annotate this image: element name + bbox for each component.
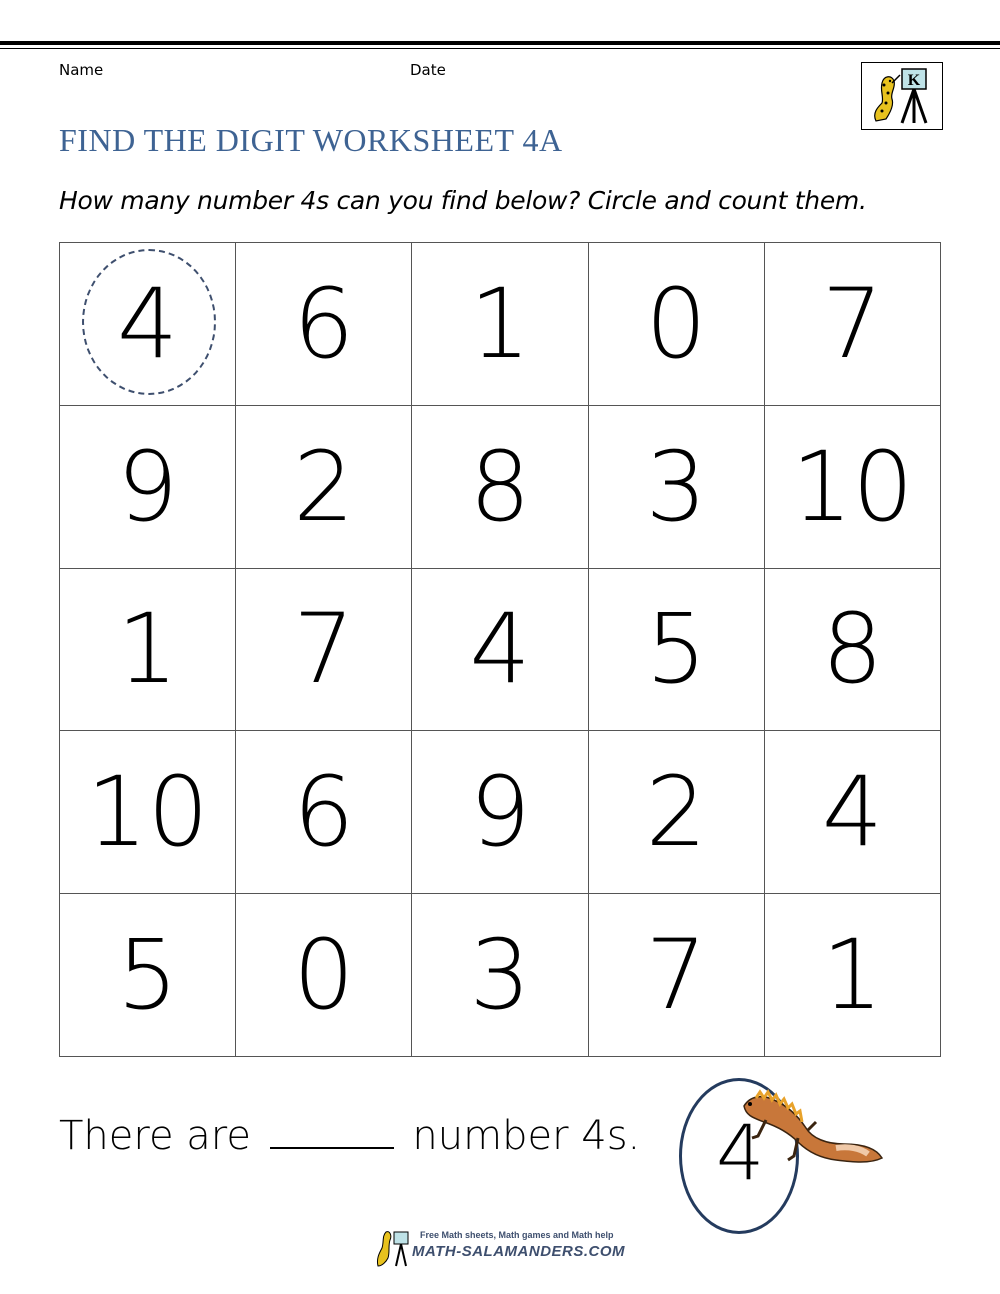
grid-cell[interactable]: 6 — [236, 731, 412, 894]
grid-cell[interactable]: 10 — [765, 406, 941, 569]
grid-cell[interactable]: 8 — [412, 406, 588, 569]
grid-cell[interactable]: 7 — [589, 894, 765, 1057]
grid-cell[interactable]: 5 — [60, 894, 236, 1057]
footer-brand-banner — [372, 1228, 630, 1270]
date-label: Date — [410, 61, 446, 79]
grid-cell[interactable]: 7 — [765, 243, 941, 406]
grid-cell[interactable]: 2 — [589, 731, 765, 894]
name-label: Name — [59, 61, 104, 79]
grid-cell[interactable]: 0 — [236, 894, 412, 1057]
grid-cell[interactable]: 9 — [60, 406, 236, 569]
grid-cell[interactable]: 1 — [765, 894, 941, 1057]
grid-cell[interactable]: 0 — [589, 243, 765, 406]
answer-prefix: There are — [59, 1113, 251, 1159]
grid-cell[interactable]: 7 — [236, 569, 412, 732]
grid-cell[interactable]: 8 — [765, 569, 941, 732]
mascot-digit: 4 — [716, 1108, 765, 1197]
top-rule — [0, 41, 1000, 45]
grid-cell[interactable]: 10 — [60, 731, 236, 894]
answer-sentence — [59, 1113, 640, 1159]
grid-cell[interactable]: 2 — [236, 406, 412, 569]
grid-cell[interactable]: 4 — [765, 731, 941, 894]
grid-cell[interactable]: 4 — [60, 243, 236, 406]
logo-letter: K — [907, 72, 921, 89]
kindergarten-logo — [861, 62, 943, 130]
grid-cell[interactable]: 3 — [412, 894, 588, 1057]
worksheet-title: FIND THE DIGIT WORKSHEET 4A — [59, 122, 563, 158]
grid-cell[interactable]: 9 — [412, 731, 588, 894]
footer-tagline: Free Math sheets, Math games and Math help — [420, 1230, 614, 1240]
grid-cell[interactable]: 6 — [236, 243, 412, 406]
salamander-icon — [736, 1086, 886, 1186]
answer-blank[interactable] — [270, 1117, 394, 1149]
grid-cell[interactable]: 1 — [412, 243, 588, 406]
instruction-text: How many number 4s can you find below? Circle and count them. — [59, 186, 867, 215]
grid-cell[interactable]: 4 — [412, 569, 588, 732]
top-rule-thin — [0, 48, 1000, 49]
grid-cell[interactable]: 3 — [589, 406, 765, 569]
footer-brand: MATH-SALAMANDERS.COM — [412, 1243, 626, 1260]
answer-suffix: number 4s. — [412, 1113, 641, 1159]
footer-logo-icon — [372, 1228, 412, 1268]
grid-cell[interactable]: 1 — [60, 569, 236, 732]
grid-cell[interactable]: 5 — [589, 569, 765, 732]
digit-grid — [59, 242, 941, 1057]
